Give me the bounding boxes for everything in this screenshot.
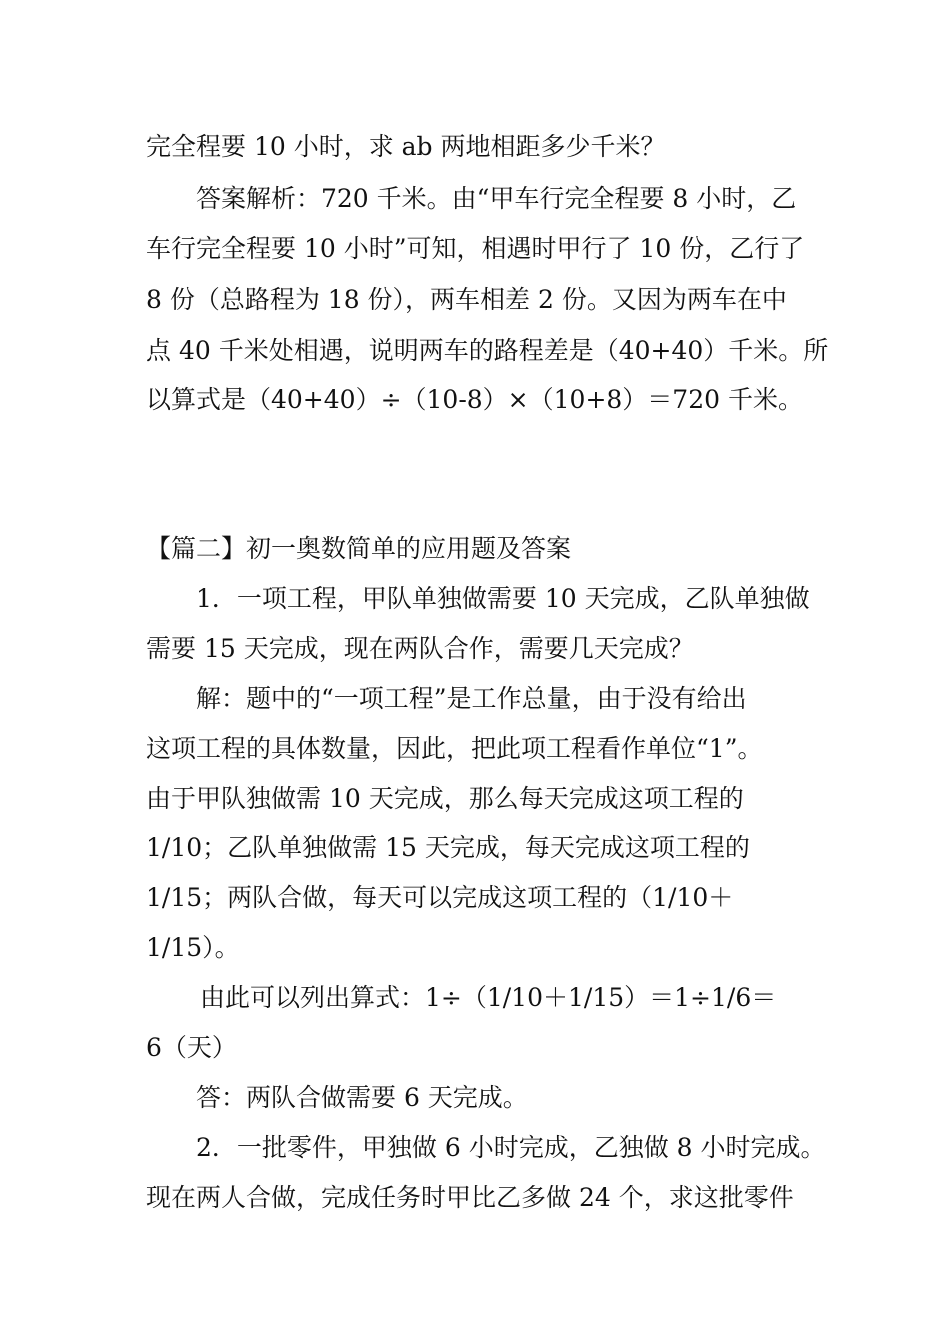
formula-line: 由此可以列出算式：1÷（1/10＋1/15）＝1÷1/6＝ [200,983,777,1012]
text-line: 8 份（总路程为 18 份），两车相差 2 份。又因为两车在中 [146,285,787,314]
text-line: 完全程要 10 小时，求 ab 两地相距多少千米？ [146,132,666,161]
answer-line: 答：两队合做需要 6 天完成。 [196,1083,528,1112]
text-line: 点 40 千米处相遇，说明两车的路程差是（40+40）千米。所 [146,336,829,365]
text-line: 车行完全程要 10 小时”可知，相遇时甲行了 10 份，乙行了 [146,234,805,263]
solution-line: 1/15）。 [146,933,240,962]
text-line: 以算式是（40+40）÷（10-8）×（10+8）＝720 千米。 [146,385,803,414]
question-line: 2．一批零件，甲独做 6 小时完成，乙独做 8 小时完成。 [196,1133,826,1162]
text-line: 答案解析：720 千米。由“甲车行完全程要 8 小时，乙 [196,184,797,213]
solution-line: 解：题中的“一项工程”是工作总量，由于没有给出 [196,684,747,713]
solution-line: 由于甲队独做需 10 天完成，那么每天完成这项工程的 [146,784,744,813]
question-line: 现在两人合做，完成任务时甲比乙多做 24 个，求这批零件 [146,1183,794,1212]
section-heading: 【篇二】初一奥数简单的应用题及答案 [146,534,572,563]
question-line: 1．一项工程，甲队单独做需要 10 天完成，乙队单独做 [196,584,810,613]
question-line: 需要 15 天完成，现在两队合作，需要几天完成？ [146,634,694,663]
solution-line: 1/10；乙队单独做需 15 天完成，每天完成这项工程的 [146,833,750,862]
solution-line: 这项工程的具体数量，因此，把此项工程看作单位“1”。 [146,734,763,763]
formula-line: 6（天） [146,1033,237,1062]
solution-line: 1/15；两队合做，每天可以完成这项工程的（1/10＋ [146,883,734,912]
